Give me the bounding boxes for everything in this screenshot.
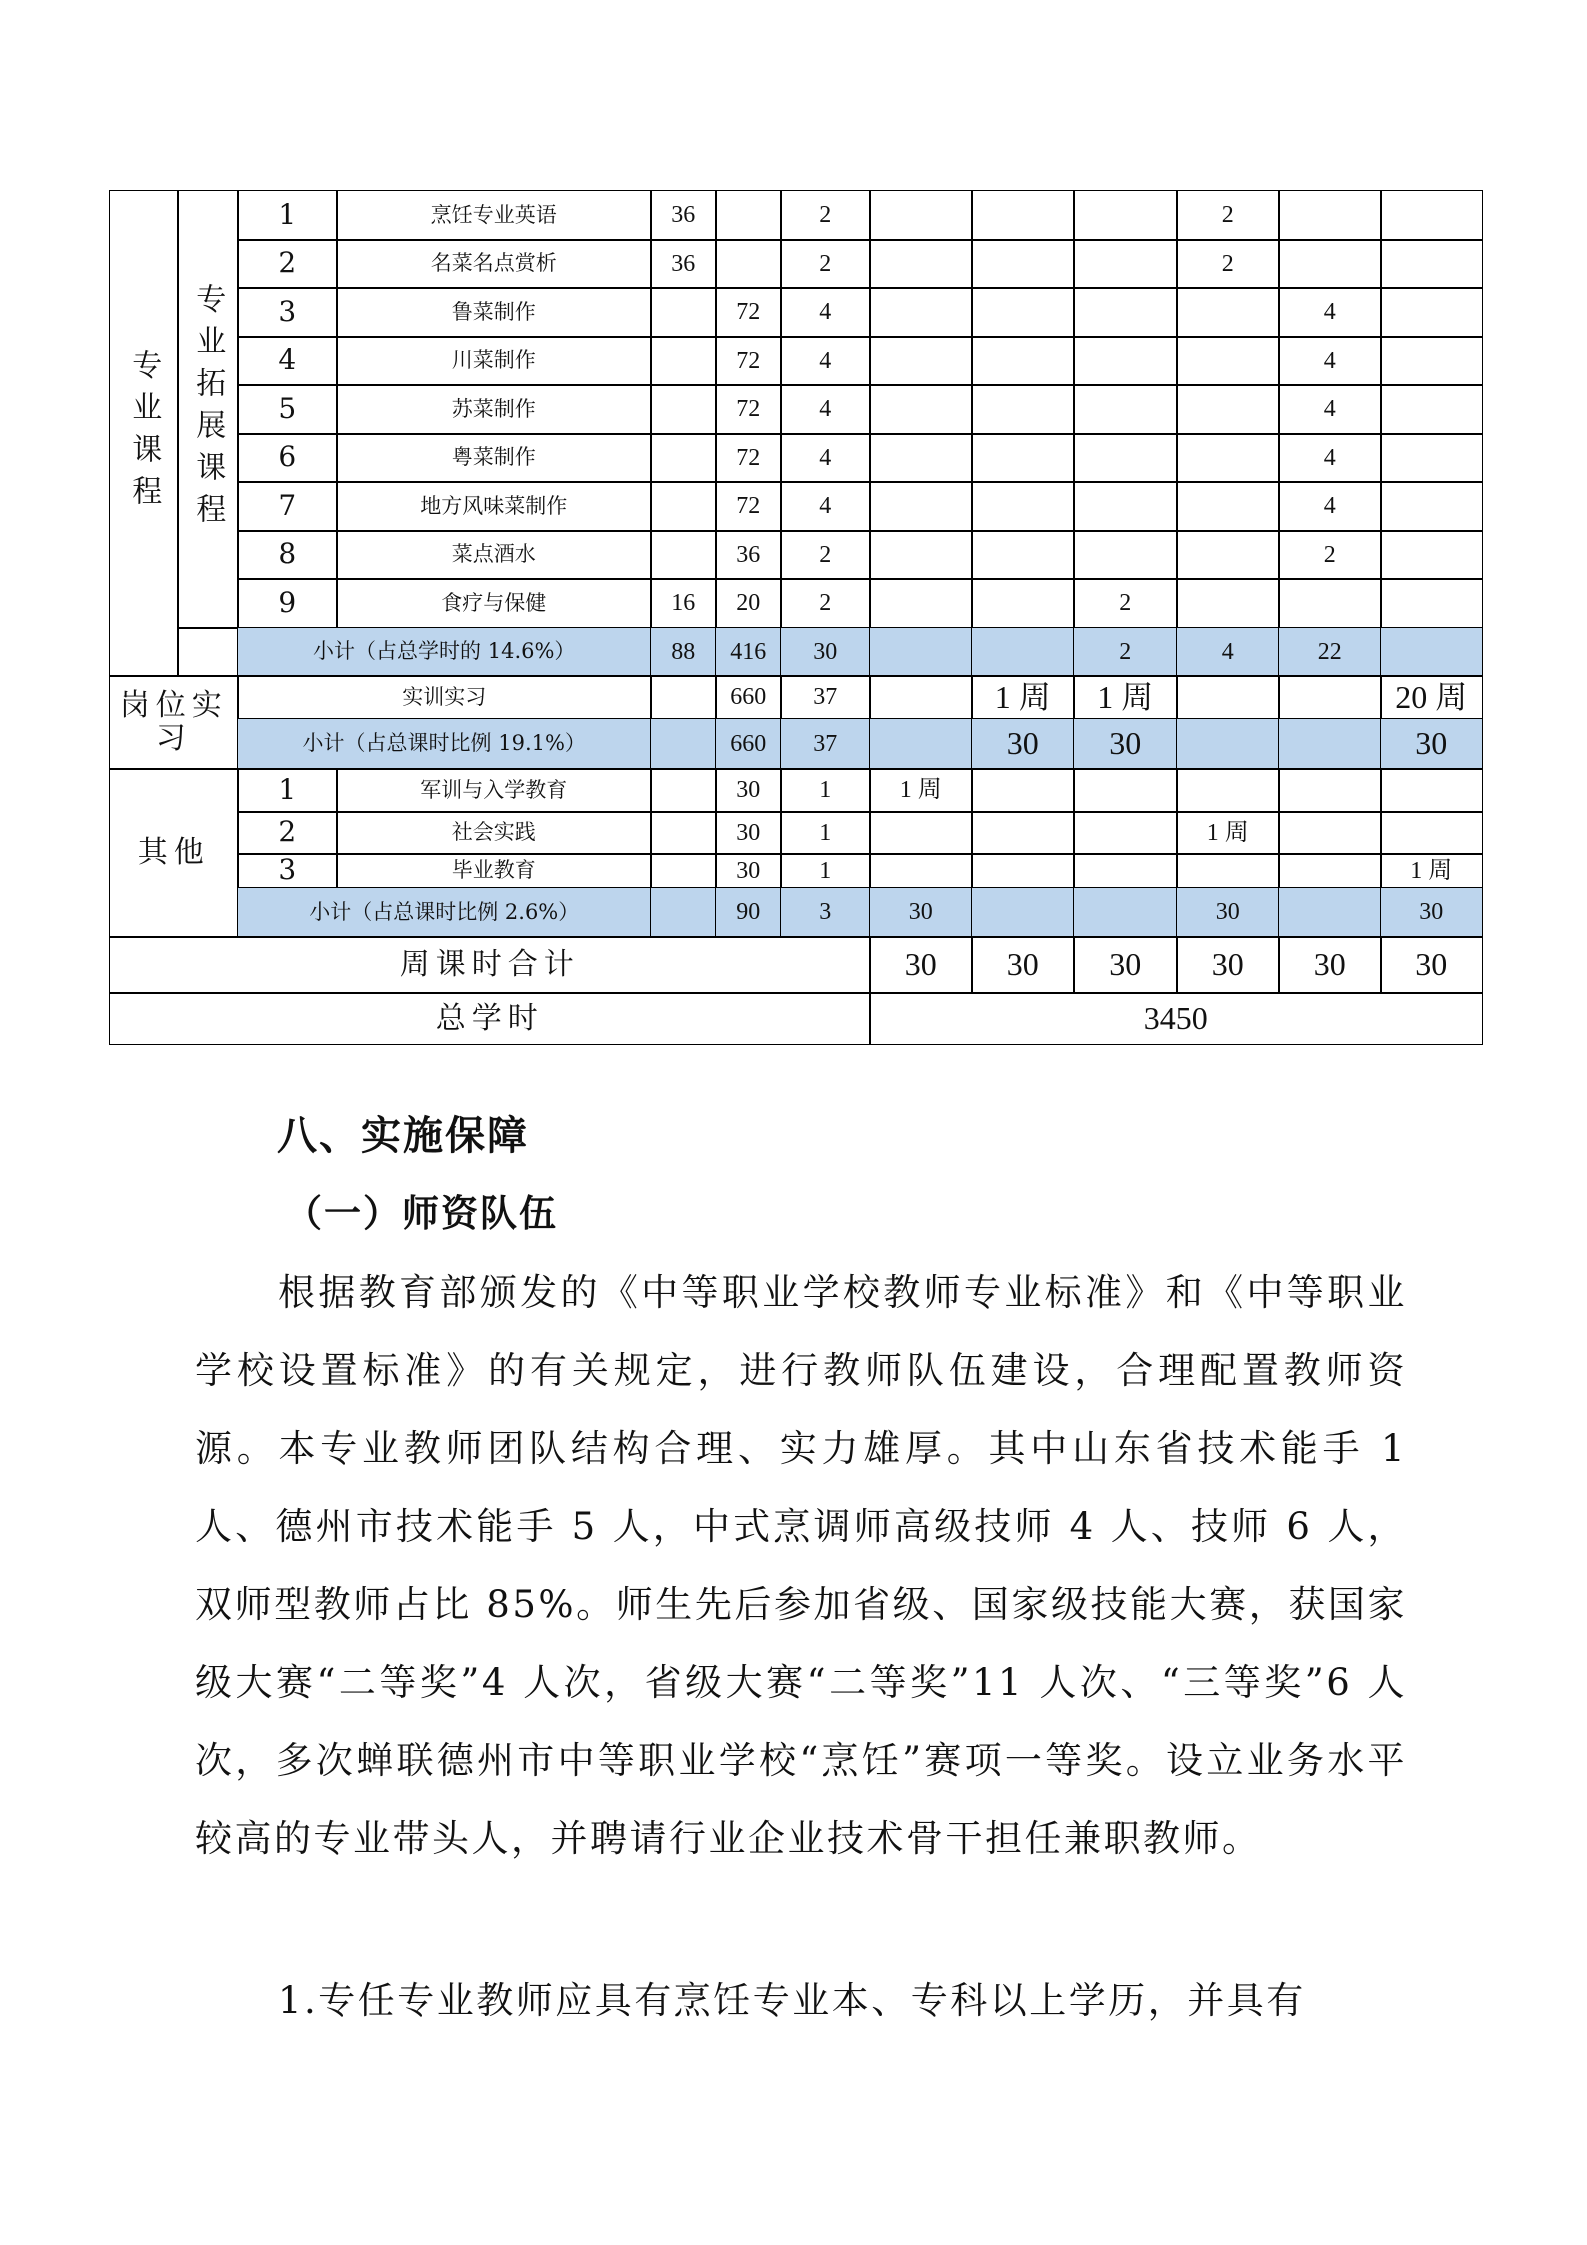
semester-hours — [1278, 578, 1382, 629]
theory-hours — [650, 768, 717, 813]
subtotal-semester: 30 — [869, 887, 973, 938]
semester-hours — [971, 530, 1075, 580]
credit: 2 — [780, 239, 871, 289]
credit: 4 — [780, 336, 871, 386]
credit: 1 — [780, 768, 871, 813]
credit: 2 — [780, 578, 871, 629]
practice-hours: 30 — [715, 853, 782, 889]
practice-hours: 36 — [715, 530, 782, 580]
course-name: 川菜制作 — [336, 336, 652, 386]
semester-hours: 4 — [1278, 384, 1382, 435]
semester-hours — [869, 384, 973, 435]
weekly-total-value: 30 — [869, 936, 973, 994]
semester-weeks — [1278, 768, 1382, 813]
course-name: 名菜名点赏析 — [336, 239, 652, 289]
semester-hours — [971, 578, 1075, 629]
subtotal-semester — [1380, 627, 1483, 677]
row-number: 2 — [237, 239, 338, 289]
practice-hours: 20 — [715, 578, 782, 629]
semester-hours: 4 — [1278, 287, 1382, 338]
semester-hours — [971, 287, 1075, 338]
semester-hours — [869, 190, 973, 241]
course-name: 地方风味菜制作 — [336, 481, 652, 532]
subtotal-practice: 416 — [715, 627, 782, 677]
subtotal-credit: 30 — [780, 627, 871, 677]
subtotal-semester — [869, 627, 973, 677]
semester-weeks — [1380, 768, 1483, 813]
semester-hours: 2 — [1176, 239, 1280, 289]
subtotal-credit: 37 — [780, 718, 871, 770]
semester-hours — [1073, 190, 1178, 241]
total-hours-value: 3450 — [869, 992, 1483, 1045]
semester-hours — [1380, 287, 1483, 338]
subtotal-semester: 4 — [1176, 627, 1280, 677]
semester-hours — [1176, 530, 1280, 580]
row-number: 4 — [237, 336, 338, 386]
weekly-total-label: 周课时合计 — [109, 936, 871, 994]
theory-hours — [650, 675, 717, 720]
row-number: 2 — [237, 811, 338, 855]
weekly-total-value: 30 — [1176, 936, 1280, 994]
row-number: 3 — [237, 287, 338, 338]
semester-weeks — [1073, 811, 1178, 855]
course-name: 菜点酒水 — [336, 530, 652, 580]
subtotal-semester: 2 — [1073, 627, 1178, 677]
semester-hours — [1380, 481, 1483, 532]
semester-hours — [1380, 190, 1483, 241]
course-name: 食疗与保健 — [336, 578, 652, 629]
semester-hours — [1176, 433, 1280, 483]
subtotal-theory: 88 — [650, 627, 717, 677]
subtotal-label: 小计（占总课时比例 19.1%） — [237, 718, 652, 770]
semester-hours — [971, 239, 1075, 289]
practice-hours: 660 — [715, 675, 782, 720]
theory-hours — [650, 336, 717, 386]
semester-weeks: 1 周 — [1176, 811, 1280, 855]
semester-hours — [971, 384, 1075, 435]
semester-hours — [1176, 481, 1280, 532]
course-name: 粤菜制作 — [336, 433, 652, 483]
paragraph-requirement-1: 1.专任专业教师应具有烹饪专业本、专科以上学历，并具有 — [278, 1979, 1306, 2022]
semester-hours: 4 — [1278, 433, 1382, 483]
row-number: 6 — [237, 433, 338, 483]
section-subheading: （一）师资队伍 — [285, 1192, 558, 1235]
theory-hours — [650, 811, 717, 855]
subtotal-semester — [971, 887, 1075, 938]
theory-hours — [650, 287, 717, 338]
semester-hours — [1176, 287, 1280, 338]
total-hours-label: 总学时 — [109, 992, 871, 1045]
semester-hours: 2 — [1176, 190, 1280, 241]
subtotal-practice: 660 — [715, 718, 782, 770]
row-number: 5 — [237, 384, 338, 435]
credit: 4 — [780, 481, 871, 532]
practice-hours: 30 — [715, 811, 782, 855]
semester-hours — [1380, 433, 1483, 483]
semester-hours: 4 — [1278, 336, 1382, 386]
subtotal-label: 小计（占总课时比例 2.6%） — [237, 887, 652, 938]
theory-hours — [650, 530, 717, 580]
theory-hours: 36 — [650, 190, 717, 241]
semester-hours — [971, 481, 1075, 532]
semester-hours — [1073, 336, 1178, 386]
semester-hours — [1073, 239, 1178, 289]
semester-weeks — [1278, 675, 1382, 720]
semester-hours — [869, 239, 973, 289]
subtotal-label: 小计（占总学时的 14.6%） — [237, 627, 652, 677]
semester-weeks — [1176, 853, 1280, 889]
semester-hours — [1176, 578, 1280, 629]
practice-hours: 72 — [715, 384, 782, 435]
credit: 1 — [780, 811, 871, 855]
practice-hours: 72 — [715, 287, 782, 338]
semester-weeks — [869, 675, 973, 720]
semester-hours — [1073, 384, 1178, 435]
semester-weeks: 1 周 — [971, 675, 1075, 720]
subtotal-practice: 90 — [715, 887, 782, 938]
semester-hours — [1278, 239, 1382, 289]
credit: 2 — [780, 530, 871, 580]
semester-weeks — [971, 811, 1075, 855]
semester-weeks: 1 周 — [1073, 675, 1178, 720]
subgroup-label-expand: 专业拓展课程 — [177, 190, 239, 629]
semester-hours — [1380, 336, 1483, 386]
subtotal-semester: 30 — [1380, 718, 1483, 770]
subtotal-semester: 30 — [971, 718, 1075, 770]
semester-weeks — [1278, 853, 1382, 889]
semester-hours — [971, 336, 1075, 386]
practice-hours: 30 — [715, 768, 782, 813]
subtotal-semester — [971, 627, 1075, 677]
credit: 37 — [780, 675, 871, 720]
semester-hours — [1278, 190, 1382, 241]
credit: 2 — [780, 190, 871, 241]
semester-weeks: 1 周 — [869, 768, 973, 813]
practice-hours: 72 — [715, 481, 782, 532]
semester-weeks: 20 周 — [1380, 675, 1483, 720]
subtotal-theory — [650, 887, 717, 938]
course-name: 实训实习 — [237, 675, 652, 720]
weekly-total-value: 30 — [1380, 936, 1483, 994]
credit: 4 — [780, 384, 871, 435]
semester-weeks — [1073, 768, 1178, 813]
subtotal-credit: 3 — [780, 887, 871, 938]
semester-weeks — [1278, 811, 1382, 855]
row-number: 7 — [237, 481, 338, 532]
semester-weeks — [1073, 853, 1178, 889]
credit: 1 — [780, 853, 871, 889]
semester-hours — [869, 578, 973, 629]
semester-hours: 2 — [1073, 578, 1178, 629]
semester-hours — [1073, 481, 1178, 532]
semester-hours — [1380, 530, 1483, 580]
curriculum-table — [109, 190, 1481, 1043]
subgroup-label-blank — [177, 627, 239, 677]
course-name: 社会实践 — [336, 811, 652, 855]
course-name: 毕业教育 — [336, 853, 652, 889]
row-number: 9 — [237, 578, 338, 629]
weekly-total-value: 30 — [1278, 936, 1382, 994]
semester-hours — [1380, 384, 1483, 435]
semester-hours — [1073, 433, 1178, 483]
section-heading: 八、实施保障 — [277, 1113, 529, 1159]
semester-weeks — [1176, 675, 1280, 720]
subtotal-semester — [1176, 718, 1280, 770]
semester-hours — [1380, 239, 1483, 289]
course-name: 鲁菜制作 — [336, 287, 652, 338]
subtotal-semester: 30 — [1380, 887, 1483, 938]
semester-hours — [869, 481, 973, 532]
semester-weeks — [971, 853, 1075, 889]
subtotal-semester — [1073, 887, 1178, 938]
semester-weeks — [1176, 768, 1280, 813]
weekly-total-value: 30 — [1073, 936, 1178, 994]
semester-hours — [869, 530, 973, 580]
subtotal-semester: 30 — [1073, 718, 1178, 770]
row-number: 1 — [237, 768, 338, 813]
theory-hours — [650, 433, 717, 483]
semester-hours — [869, 433, 973, 483]
row-number: 1 — [237, 190, 338, 241]
semester-hours: 4 — [1278, 481, 1382, 532]
theory-hours: 36 — [650, 239, 717, 289]
row-number: 3 — [237, 853, 338, 889]
theory-hours — [650, 481, 717, 532]
practice-hours — [715, 239, 782, 289]
subtotal-semester: 22 — [1278, 627, 1382, 677]
semester-weeks — [971, 768, 1075, 813]
course-name: 军训与入学教育 — [336, 768, 652, 813]
practice-hours: 72 — [715, 336, 782, 386]
semester-weeks — [1380, 811, 1483, 855]
semester-hours — [1176, 336, 1280, 386]
theory-hours — [650, 853, 717, 889]
course-name: 烹饪专业英语 — [336, 190, 652, 241]
weekly-total-value: 30 — [971, 936, 1075, 994]
paragraph-faculty: 根据教育部颁发的《中等职业学校教师专业标准》和《中等职业学校设置标准》的有关规定，进行教师队伍建设，合理配置教师资源。本专业教师团队结构合理、实力雄厚。其中山东省技术能手 1 人、德州市技术能手 5 人，中式烹调师高级技师 4 人、技师 6 人，双师型教师占比 85%。师生先后参加省级、国家级技能大赛，获国家级大赛“二等奖”4 人次，省级大赛“二等奖”11 人次、“三等奖”6 人次，多次蝉联德州市中等职业学校“烹饪”赛项一等奖。设立业务水平较高的专业带头人，并聘请行业企业技术骨干担任兼职教师。 — [195, 1271, 1407, 1860]
semester-hours — [869, 287, 973, 338]
group-label-internship: 岗位实习 — [109, 675, 239, 770]
group-label-major: 专业课程 — [109, 190, 179, 677]
credit: 4 — [780, 287, 871, 338]
group-label-other: 其他 — [109, 768, 239, 938]
semester-hours — [1176, 384, 1280, 435]
semester-hours — [971, 433, 1075, 483]
semester-hours — [1073, 287, 1178, 338]
theory-hours: 16 — [650, 578, 717, 629]
subtotal-semester — [869, 718, 973, 770]
semester-hours — [971, 190, 1075, 241]
semester-hours — [1380, 578, 1483, 629]
subtotal-semester — [1278, 718, 1382, 770]
practice-hours — [715, 190, 782, 241]
theory-hours — [650, 384, 717, 435]
semester-hours — [869, 336, 973, 386]
subtotal-semester — [1278, 887, 1382, 938]
semester-hours — [1073, 530, 1178, 580]
semester-weeks — [869, 811, 973, 855]
practice-hours: 72 — [715, 433, 782, 483]
semester-weeks: 1 周 — [1380, 853, 1483, 889]
semester-weeks — [869, 853, 973, 889]
course-name: 苏菜制作 — [336, 384, 652, 435]
credit: 4 — [780, 433, 871, 483]
semester-hours: 2 — [1278, 530, 1382, 580]
row-number: 8 — [237, 530, 338, 580]
subtotal-semester: 30 — [1176, 887, 1280, 938]
subtotal-theory — [650, 718, 717, 770]
